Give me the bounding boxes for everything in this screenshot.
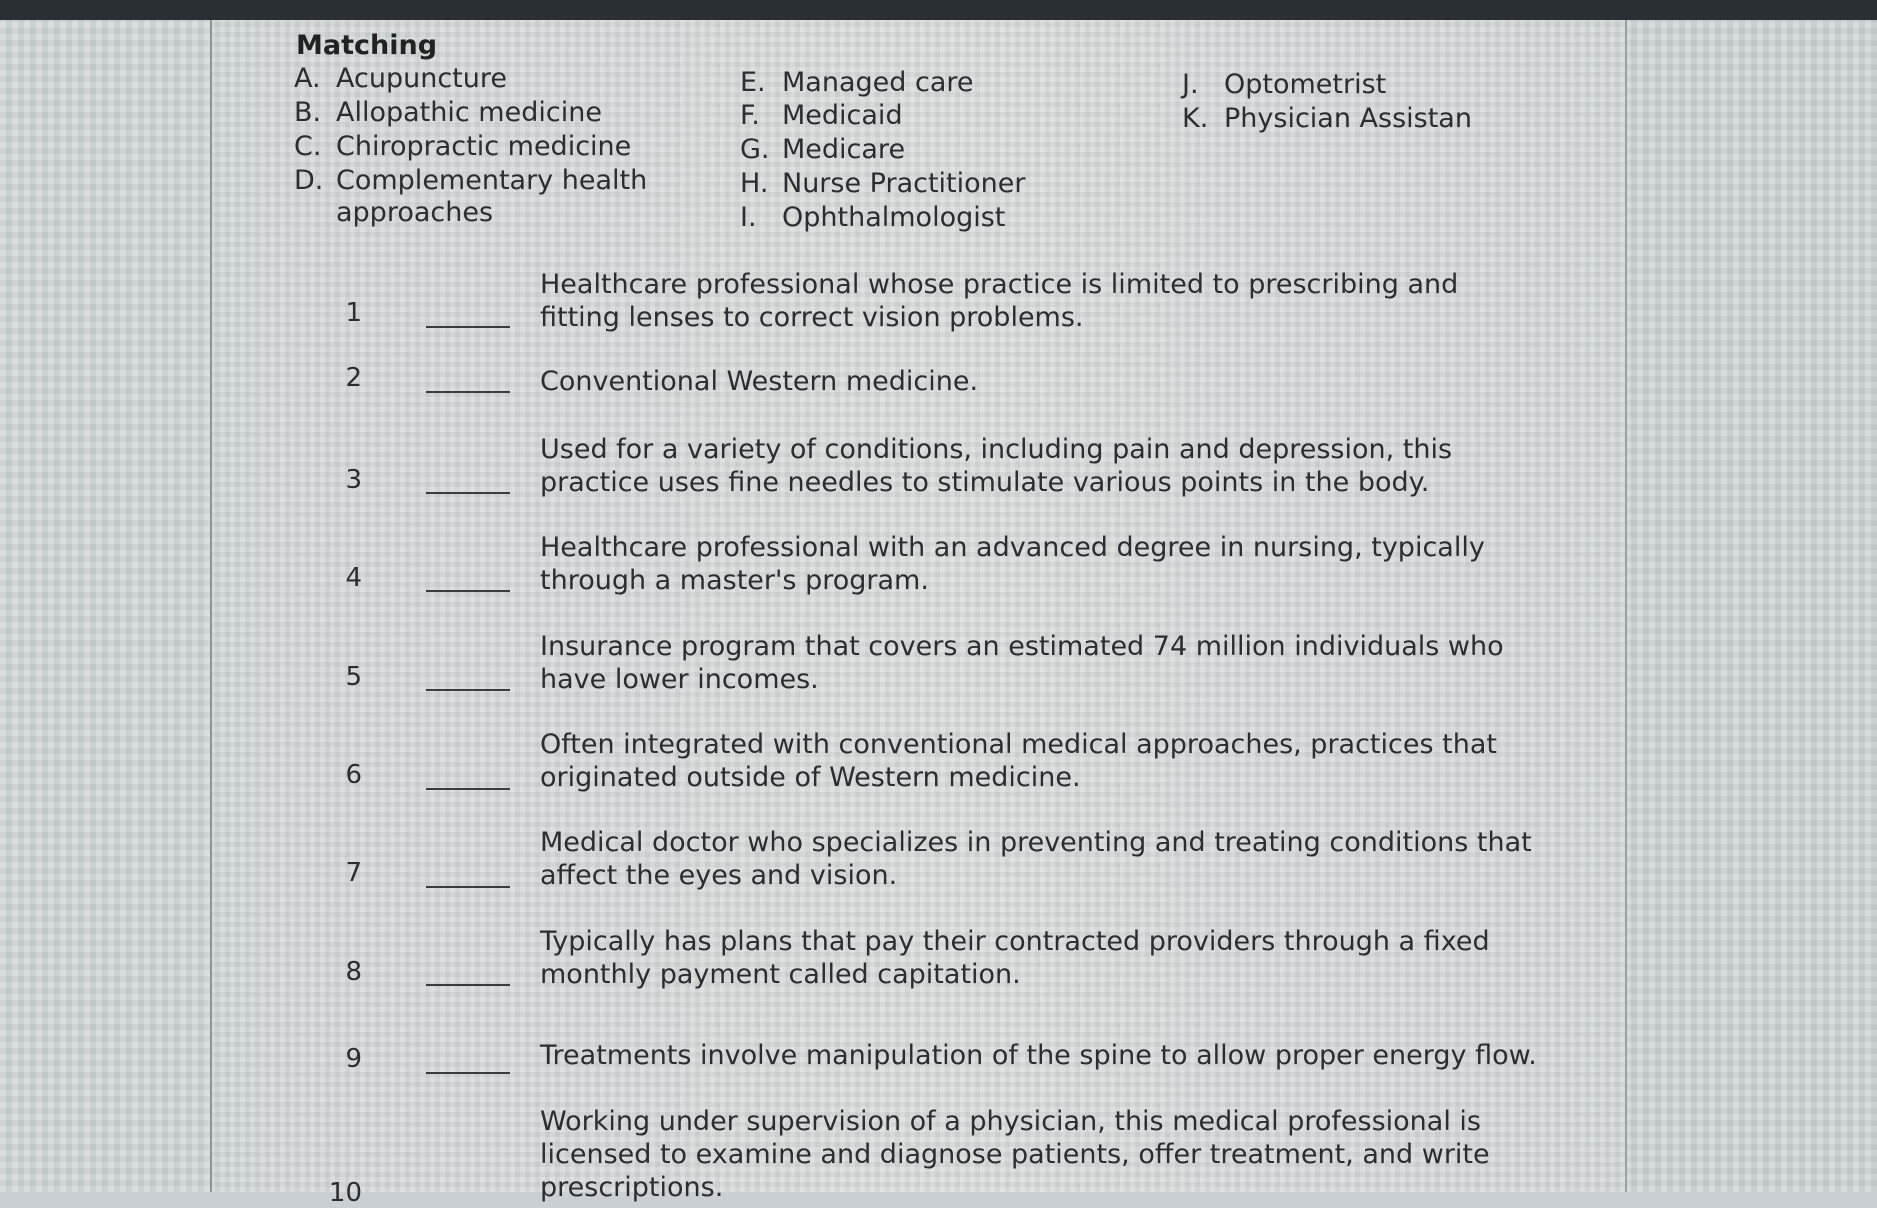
option-e [740, 67, 973, 98]
option-letter: B. [294, 97, 322, 128]
option-letter: A. [294, 63, 321, 94]
option-c [294, 131, 631, 162]
option-letter: J. [1182, 69, 1199, 100]
option-text: Managed care [782, 67, 974, 98]
answer-blank[interactable] [426, 391, 510, 393]
option-letter: D. [294, 165, 324, 196]
option-text: Medicare [782, 134, 906, 165]
option-text: Acupuncture [336, 63, 507, 94]
option-text: Complementary health [336, 165, 648, 196]
answer-blank[interactable] [426, 984, 510, 986]
question-number: 1 [345, 298, 362, 328]
question-text: Used for a variety of conditions, including pain and depression, this practice uses fine needles to stimulate various points in the body. [540, 434, 1453, 498]
option-b [294, 97, 602, 128]
question-text: Healthcare professional with an advanced degree in nursing, typically through a master's program. [540, 532, 1485, 596]
option-letter: E. [740, 67, 766, 98]
question-text: Insurance program that covers an estimated 74 million individuals who have lower incomes. [540, 631, 1504, 695]
worksheet-page [212, 20, 1625, 1208]
right-page-border [1625, 20, 1627, 1192]
option-j [1182, 69, 1386, 100]
option-text: approaches [336, 197, 494, 228]
option-letter: F. [740, 100, 760, 131]
answer-blank[interactable] [426, 492, 510, 494]
question-text: Conventional Western medicine. [540, 366, 979, 397]
question-number: 7 [345, 858, 362, 888]
option-text: Physician Assistan [1224, 103, 1472, 134]
option-letter: K. [1182, 103, 1209, 134]
option-letter: G. [740, 134, 770, 165]
left-margin-background [0, 20, 210, 1192]
option-i [740, 202, 1005, 233]
question-number: 5 [345, 662, 362, 692]
option-letter: I. [740, 202, 757, 233]
question-number: 3 [345, 465, 362, 495]
question-number: 10 [328, 1178, 362, 1208]
option-text: Allopathic medicine [336, 97, 602, 128]
question-number: 2 [345, 363, 362, 393]
option-text: Medicaid [782, 100, 903, 131]
question-number: 6 [345, 760, 362, 790]
question-text: Typically has plans that pay their contracted providers through a fixed monthly payment called capitation. [540, 926, 1490, 990]
option-f [740, 100, 903, 131]
option-d-continued [294, 197, 493, 228]
answer-blank[interactable] [426, 326, 510, 328]
question-text: Healthcare professional whose practice is limited to prescribing and fitting lenses to correct vision problems. [540, 269, 1459, 333]
option-text: Chiropractic medicine [336, 131, 632, 162]
answer-blank[interactable] [426, 1072, 510, 1074]
option-text: Optometrist [1224, 69, 1387, 100]
option-text: Nurse Practitioner [782, 168, 1026, 199]
question-number: 4 [345, 563, 362, 593]
section-heading: Matching [296, 30, 438, 61]
option-h [740, 168, 1026, 199]
question-number: 8 [345, 957, 362, 987]
question-text: Often integrated with conventional medical approaches, practices that originated outside of Western medicine. [540, 729, 1497, 793]
question-number: 9 [345, 1044, 362, 1074]
option-letter: H. [740, 168, 769, 199]
option-a [294, 63, 507, 94]
question-text: Working under supervision of a physician, this medical professional is licensed to examine and diagnose patients, offer treatment, and write prescriptions. [540, 1106, 1490, 1203]
answer-blank[interactable] [426, 590, 510, 592]
right-margin-background [1625, 20, 1877, 1192]
answer-blank[interactable] [426, 788, 510, 790]
option-k [1182, 103, 1472, 134]
answer-blank[interactable] [426, 689, 510, 691]
monitor-bezel [0, 0, 1877, 20]
question-text: Medical doctor who specializes in preventing and treating conditions that affect the eyes and vision. [540, 827, 1532, 891]
answer-blank[interactable] [426, 886, 510, 888]
option-text: Ophthalmologist [782, 202, 1006, 233]
question-text: Treatments involve manipulation of the spine to allow proper energy flow. [540, 1040, 1537, 1071]
option-letter: C. [294, 131, 322, 162]
option-g [740, 134, 905, 165]
option-d [294, 165, 647, 196]
